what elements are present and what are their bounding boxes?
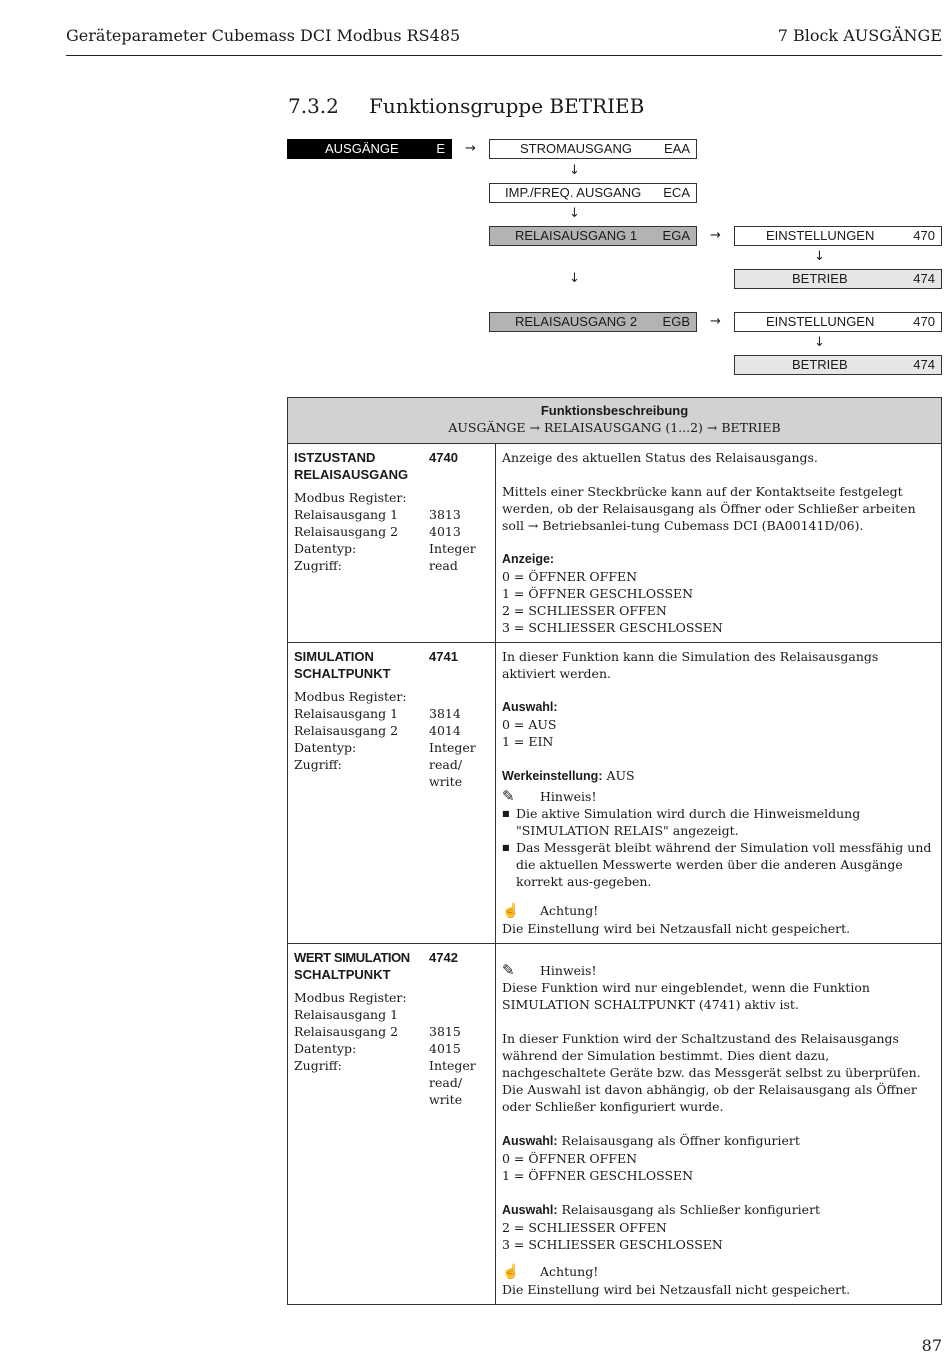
selection-label: Auswahl:	[502, 700, 558, 714]
diagram-box-impfreq	[489, 183, 697, 203]
page-number: 87	[921, 1336, 942, 1355]
access-label: Zugriff:	[294, 1058, 342, 1073]
arrow-right-icon: →	[465, 141, 476, 156]
diagram-box-betrieb-2	[734, 355, 942, 375]
function-meta	[288, 643, 496, 944]
access-value: read	[429, 558, 458, 573]
box-label: RELAISAUSGANG 1	[515, 228, 638, 243]
access-value: read/	[429, 1075, 463, 1090]
datatype-label: Datentyp:	[294, 740, 357, 755]
caution-title: Achtung!	[540, 1264, 599, 1279]
datatype-label: Datentyp:	[294, 1041, 357, 1056]
access-value: read/	[429, 757, 463, 772]
register-label: Relaisausgang 1	[294, 1007, 399, 1022]
arrow-down-icon: ↓	[569, 206, 580, 221]
table-header	[288, 398, 942, 444]
diagram-box-betrieb-1	[734, 269, 942, 289]
box-label: EINSTELLUNGEN	[766, 228, 875, 243]
hand-icon: ☝	[502, 1264, 520, 1280]
diagram-box-einstellungen-2	[734, 312, 942, 332]
function-description-table	[287, 397, 942, 1305]
selection-label: Auswahl:	[502, 1203, 558, 1217]
pencil-icon: ✎	[502, 961, 515, 979]
caution-text: Die Einstellung wird bei Netzausfall nicht gespeichert.	[502, 1282, 851, 1297]
option-item: 2 = SCHLIESSER OFFEN	[502, 603, 667, 618]
option-item: 3 = SCHLIESSER GESCHLOSSEN	[502, 1237, 723, 1252]
box-label: BETRIEB	[792, 271, 848, 286]
function-name-line2: RELAISAUSGANG	[294, 467, 409, 482]
register-value	[429, 1006, 489, 1023]
diagram-box-ausgaenge	[287, 139, 452, 159]
box-code: 470	[913, 228, 935, 243]
arrow-right-icon: →	[710, 228, 721, 243]
table-row	[288, 643, 942, 944]
box-label: AUSGÄNGE	[325, 141, 399, 156]
function-name: ISTZUSTAND	[294, 450, 376, 465]
list-item: ■ Die aktive Simulation wird durch die Hinweismeldung "SIMULATION RELAIS" angezeigt.	[502, 805, 935, 839]
option-item: 1 = ÖFFNER GESCHLOSSEN	[502, 1168, 694, 1183]
diagram-box-relais2	[489, 312, 697, 332]
option-item: 0 = ÖFFNER OFFEN	[502, 1151, 638, 1166]
box-code: EGB	[662, 314, 690, 329]
register-value: 3815	[429, 1024, 461, 1039]
section-title: Funktionsgruppe BETRIEB	[369, 94, 645, 118]
function-number: 4740	[429, 450, 458, 465]
box-label: BETRIEB	[792, 357, 848, 372]
header-rule	[66, 55, 942, 56]
arrow-down-icon: ↓	[814, 249, 825, 264]
arrow-down-icon: ↓	[569, 163, 580, 178]
function-number: 4742	[429, 950, 458, 965]
hand-icon: ☝	[502, 903, 520, 919]
option-item: 3 = SCHLIESSER GESCHLOSSEN	[502, 620, 723, 635]
function-meta	[288, 444, 496, 643]
arrow-down-icon: ↓	[814, 335, 825, 350]
function-name: WERT SIMULATION	[294, 950, 410, 965]
caution-text: Die Einstellung wird bei Netzausfall nicht gespeichert.	[502, 921, 851, 936]
selection-label: Auswahl:	[502, 1134, 558, 1148]
register-value: 4013	[429, 524, 461, 539]
register-label: Relaisausgang 2	[294, 1024, 399, 1039]
option-item: 0 = AUS	[502, 717, 557, 732]
register-value: 3814	[429, 706, 461, 721]
default-value: AUS	[606, 768, 635, 783]
table-path: AUSGÄNGE → RELAISAUSGANG (1...2) → BETRIEB	[448, 420, 781, 435]
register-value: 3813	[429, 507, 461, 522]
function-name: SIMULATION	[294, 649, 374, 664]
table-header-row	[288, 398, 942, 444]
access-label: Zugriff:	[294, 558, 342, 573]
caution-title: Achtung!	[540, 903, 599, 918]
box-code: 470	[913, 314, 935, 329]
running-header-right: 7 Block AUSGÄNGE	[777, 26, 942, 45]
table-row	[288, 944, 942, 1305]
function-description	[496, 944, 942, 1305]
selection-context: Relaisausgang als Öffner konfiguriert	[561, 1133, 800, 1148]
section-number: 7.3.2	[288, 94, 339, 118]
register-value: 4015	[429, 1041, 461, 1056]
note-title: Hinweis!	[540, 963, 597, 978]
function-description	[496, 444, 942, 643]
note-text: Diese Funktion wird nur eingeblendet, wenn die Funktion SIMULATION SCHALTPUNKT (4741) aktiv ist.	[502, 980, 870, 1012]
register-label: Relaisausgang 2	[294, 723, 399, 738]
datatype-label: Datentyp:	[294, 541, 357, 556]
register-value: 4014	[429, 723, 461, 738]
option-item: 2 = SCHLIESSER OFFEN	[502, 1220, 667, 1235]
table-row	[288, 444, 942, 643]
box-code: E	[436, 141, 445, 156]
box-code: 474	[913, 271, 935, 286]
selection-context: Relaisausgang als Schließer konfiguriert	[561, 1202, 821, 1217]
arrow-down-icon: ↓	[569, 271, 580, 286]
function-name-line2: SCHALTPUNKT	[294, 967, 391, 982]
register-label: Relaisausgang 2	[294, 524, 399, 539]
function-description	[496, 643, 942, 944]
modbus-label: Modbus Register:	[294, 689, 407, 704]
box-label: IMP./FREQ. AUSGANG	[505, 185, 642, 200]
description-text: Anzeige des aktuellen Status des Relaisausgangs.	[502, 450, 818, 465]
description-text: In dieser Funktion wird der Schaltzustand des Relaisausgangs während der Simulation bestimmt. Dies dient dazu, nachgeschaltete Geräte bzw. das Messgerät selbst zu überprüfen. Die Auswahl ist davon abhängig, ob der Relaisausgang als Öffner oder Schließer konfiguriert wurde.	[502, 1031, 921, 1114]
access-value-line2: write	[429, 1092, 463, 1107]
option-item: 1 = ÖFFNER GESCHLOSSEN	[502, 586, 694, 601]
option-item: 1 = EIN	[502, 734, 554, 749]
box-code: EGA	[662, 228, 690, 243]
box-code: ECA	[663, 185, 690, 200]
function-name-line2: SCHALTPUNKT	[294, 666, 391, 681]
table-title: Funktionsbeschreibung	[540, 403, 689, 418]
box-label: EINSTELLUNGEN	[766, 314, 875, 329]
pencil-icon: ✎	[502, 787, 515, 805]
diagram-box-stromausgang	[489, 139, 697, 159]
box-code: EAA	[663, 141, 690, 156]
note-list	[502, 805, 935, 890]
function-number: 4741	[429, 649, 458, 664]
modbus-label: Modbus Register:	[294, 990, 407, 1005]
option-item: 0 = ÖFFNER OFFEN	[502, 569, 638, 584]
modbus-label: Modbus Register:	[294, 490, 407, 505]
running-header-left: Geräteparameter Cubemass DCI Modbus RS485	[66, 26, 461, 45]
access-label: Zugriff:	[294, 757, 342, 772]
register-label: Relaisausgang 1	[294, 507, 399, 522]
datatype-value: Integer	[429, 541, 476, 556]
datatype-value: Integer	[429, 1058, 476, 1073]
arrow-right-icon: →	[710, 314, 721, 329]
datatype-value: Integer	[429, 740, 476, 755]
box-label: RELAISAUSGANG 2	[515, 314, 638, 329]
register-label: Relaisausgang 1	[294, 706, 399, 721]
diagram-box-einstellungen-1	[734, 226, 942, 246]
box-label: STROMAUSGANG	[520, 141, 632, 156]
note-title: Hinweis!	[540, 789, 597, 804]
box-code: 474	[913, 357, 935, 372]
default-label: Werkeinstellung:	[502, 769, 603, 783]
description-text: Mittels einer Steckbrücke kann auf der Kontaktseite festgelegt werden, ob der Relaisausgang als Öffner oder Schließer arbeiten soll → Betriebsanlei-tung Cubemass DCI (BA00141D/06).	[502, 484, 916, 533]
function-meta	[288, 944, 496, 1305]
list-item: ■ Das Messgerät bleibt während der Simulation voll messfähig und die aktuellen Messwerte werden über die anderen Ausgänge korrekt aus-gegeben.	[502, 839, 935, 890]
display-label: Anzeige:	[502, 552, 555, 566]
diagram-box-relais1	[489, 226, 697, 246]
access-value-line2: write	[429, 774, 463, 789]
description-text: In dieser Funktion kann die Simulation des Relaisausgangs aktiviert werden.	[502, 649, 879, 681]
